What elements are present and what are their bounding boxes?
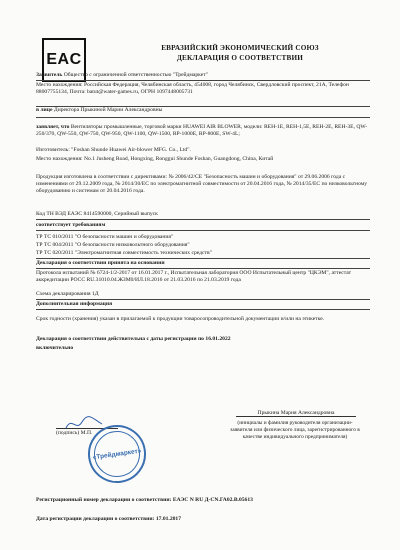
divider xyxy=(36,219,370,220)
maker-block xyxy=(36,147,370,154)
representative-block xyxy=(36,107,370,114)
applicant-address: Российская Федерация, Челябинская область, 454008, город Челябинск, Свердловский проспект, 21А, Телефон 88007755134, Почта: batut@water-games.ru, ОГРН 1097448005731 xyxy=(36,82,349,96)
divider xyxy=(36,309,370,310)
applicant-block xyxy=(36,72,370,79)
reg-date: 17.01.2017 xyxy=(155,516,181,522)
registration-number-row xyxy=(36,497,370,504)
divider xyxy=(36,299,370,300)
requirement-item: ТР ТС 004/2011 "О безопасности низковольтного оборудования" xyxy=(36,242,190,248)
divider xyxy=(36,80,370,81)
divider xyxy=(36,230,370,231)
union-title: ЕВРАЗИЙСКИЙ ЭКОНОМИЧЕСКИЙ СОЮЗ xyxy=(161,44,319,52)
address-label: Место нахождения: xyxy=(36,82,83,88)
divider xyxy=(36,268,370,269)
extra-label: Дополнительная информация xyxy=(36,301,113,307)
reg-date-label: Дата регистрации декларации о соответствии: xyxy=(36,516,155,522)
extra-text: Срок годности (хранения) указан в прилагаемой к продукции товаросопроводительной документации и/или на этикетке. xyxy=(36,316,325,322)
basis-text: Протокола испытаний № 6724-1/2-2017 от 16.01.2017 г., Испытательная лаборатория ООО Испытательный центр "ЦКЭМ", аттестат аккредитации РОСС RU.31010.04.ЖЗМ0/ИЛ.18.2016 от 21.03.2016 по 21.03.2019 года xyxy=(36,270,352,284)
rep-label: в лице xyxy=(36,107,53,113)
directives-text: Продукция изготовлена в соответствии с директивами: № 2006/42/CE "Безопасность машин и оборудования" от 29.06.2006 года с изменениями от 29.12.2009 года, № 2014/30/EC по электромагнитной совместимости от 20.04.2016 года, № 2014/35/EC по низковольтному оборудованию и системам от 20.04.2016 года. xyxy=(36,174,368,195)
reg-number: ЕАЭС N RU Д-CN.ГА02.В.05613 xyxy=(172,497,253,503)
maker-address-block xyxy=(36,156,370,163)
tn-code-text: Код ТН ВЭД ЕАЭС 8414590000, Серийный выпуск xyxy=(36,211,158,217)
eac-logo: EAC xyxy=(42,38,86,82)
document-title: ДЕКЛАРАЦИЯ О СООТВЕТСТВИИ xyxy=(176,54,304,62)
requirements-label: соответствует требованиям xyxy=(36,222,106,228)
applicant-name: Общество с ограниченной ответственностью "Трейдмаркет" xyxy=(63,72,208,78)
requirement-item: ТР ТС 010/2011 "О безопасности машин и оборудования" xyxy=(36,234,174,240)
maker-name: "Foshan Shunde Huawei Air-blower MFG. Co., Ltd". xyxy=(71,147,191,153)
reg-number-label: Регистрационный номер декларации о соответствии: xyxy=(36,497,172,503)
signatory-caption: (инициалы и фамилия руководителя организации-заявителя или физического лица, зарегистрированного в качестве индивидуального предпринимателя) xyxy=(230,420,360,440)
applicant-address-block xyxy=(36,82,370,96)
signatory-name: Прыкина Мария Александровна xyxy=(257,410,335,416)
directives-block xyxy=(36,174,370,195)
declares-label: заявляет, что xyxy=(36,124,70,130)
validity-suffix: включительно xyxy=(36,345,74,351)
divider xyxy=(36,117,370,118)
tn-code xyxy=(36,211,370,218)
validity-date: 16.01.2022 xyxy=(205,336,231,342)
signatory-line xyxy=(236,416,356,417)
basis-label: Декларация о соответствии принята на основании xyxy=(36,260,165,266)
product-block xyxy=(36,124,370,138)
maker-address: No.1 Jusheng Road, Hongxing, Ronggui Shunde Foshan, Guangdong, China, Китай xyxy=(84,156,274,162)
registration-date-row xyxy=(36,516,370,523)
applicant-label: Заявитель xyxy=(36,72,63,78)
rep-name: Директора Прыкиной Марии Александровны xyxy=(53,107,163,113)
validity-block xyxy=(36,336,370,343)
divider xyxy=(36,258,370,259)
scheme-text: Схема декларирования 1Д xyxy=(36,291,99,297)
maker-label: Изготовитель: xyxy=(36,147,70,153)
stamp-center: «Трейдмаркет» xyxy=(91,428,143,480)
maker-address-label: Место нахождения: xyxy=(36,156,83,162)
signature-caption: (подпись) М.П. xyxy=(56,430,93,436)
validity-text: Декларация о соответствии действительна с даты регистрации по xyxy=(36,336,204,342)
product-description: Вентиляторы промышленные, торговой марки HUAWEI AIR BLOWER, модели: REH-1E, REH-1,5E, REH-2E, REH-3E, QW-250/370, QW-550, QW-750, QW-950, QW-1100, QW-1500, RP-1000E, RP-800E, SW-4L; xyxy=(36,124,368,138)
requirement-item: ТР ТС 020/2011 "Электромагнитная совместимость технических средств" xyxy=(36,250,212,256)
